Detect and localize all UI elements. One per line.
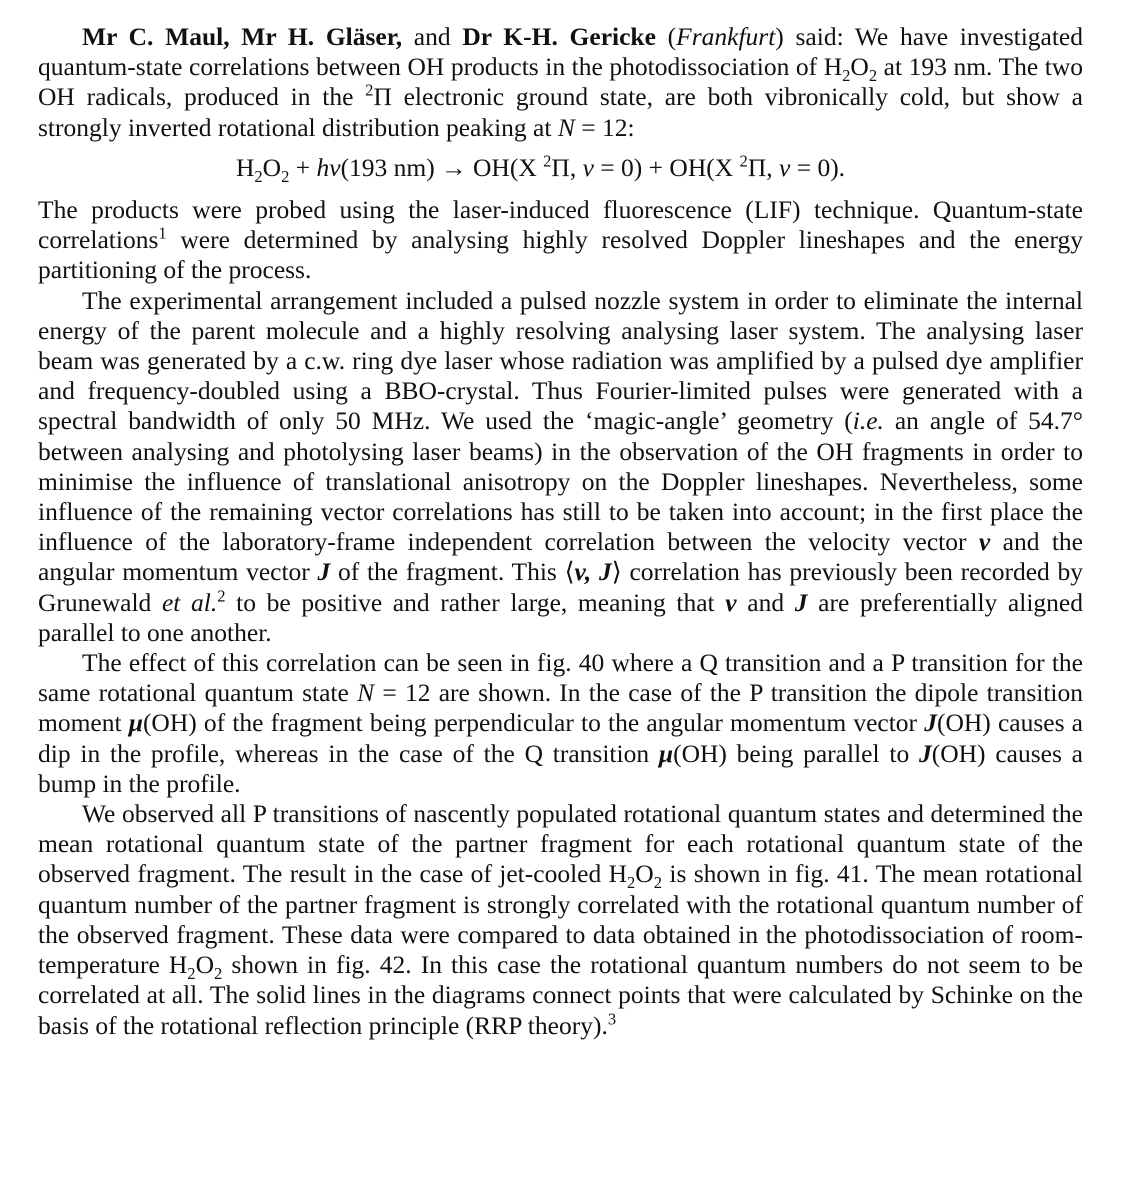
vector-mu: μ <box>658 738 674 768</box>
vector-J: J <box>317 557 331 587</box>
subscript: 2 <box>842 66 851 86</box>
eq-text: = 0). <box>790 152 846 182</box>
intro-text: = 12: <box>574 112 635 142</box>
vector-J: J <box>794 587 808 617</box>
eq-text: + <box>289 152 317 182</box>
eq-text: H <box>235 152 255 182</box>
para-text: of the fragment. This ⟨ <box>330 557 575 587</box>
vector-pair: v, J <box>574 557 612 587</box>
conjunction: and <box>402 22 463 51</box>
para-text: (OH) being parallel to <box>673 738 919 768</box>
para-text: to be positive and rather large, meaning that <box>225 587 726 617</box>
para-text: (OH) causes a bump in the profile. <box>38 738 1083 798</box>
paragraph-observations <box>38 799 1083 1041</box>
para-text: ⟩ correlation has previously been recorded by Grunewald <box>38 557 1084 617</box>
subscript: 2 <box>281 166 290 186</box>
authors-second: Dr K-H. Gericke <box>462 22 656 51</box>
vector-v: v <box>725 587 737 617</box>
subscript: 2 <box>254 166 263 186</box>
eq-symbol: hν <box>316 152 341 182</box>
italic-text: et al. <box>161 587 218 617</box>
para-text: The products were probed using the laser-induced fluorescence (LIF) technique. Quantum-state correlations <box>38 195 1083 255</box>
intro-text: said: We have investigated quantum-state correlations between OH products in the photodissociation of H <box>38 22 1084 82</box>
para-text: an angle of 54.7° between analysing and photolysing laser beams) in the observation of the OH fragments in order to minimise the influence of translational anisotropy on the Doppler lineshapes. Nevertheless, some influence of the remaining vector correlations has still to be taken into account; in the first place the influence of the laboratory-frame independent correlation between the velocity vector <box>38 406 1083 557</box>
vector-v: v <box>978 527 991 557</box>
para-text: = 12 are shown. In the case of the P transition the dipole transition moment <box>38 678 1083 738</box>
reference-mark: 2 <box>217 586 226 606</box>
reaction-equation <box>38 151 1083 186</box>
reference-mark: 3 <box>607 1009 617 1028</box>
intro-paragraph: Mr C. Maul, Mr H. Gläser, and Dr K-H. Gericke (Frankfurt) said: We have investigated quantum-state correlations between OH products in the photodissociation of $H_2O_2$ at 193 nm. The two OH radicals, produced in the $^2$Π electronic ground state, are both vibronically cold, but show a strongly inverted rotational distribution peaking at N = 12: <box>38 22 1084 142</box>
vector-J: J <box>924 708 937 738</box>
subscript: 2 <box>868 66 878 86</box>
para-text: The experimental arrangement included a pulsed nozzle system in order to eliminate the internal energy of the parent molecule and a highly resolving analysing laser system. The analysing laser beam was generated by a c.w. ring dye laser whose radiation was amplified by a pulsed dye amplifier and frequency-doubled using a BBO-crystal. Thus Fourier-limited pulses were generated with a spectral bandwidth of only 50 MHz. We used the ‘magic-angle’ geometry ( <box>38 285 1083 436</box>
intro-text: Π electronic ground state, are both vibronically cold, but show a strongly inverted rotational distribution peaking at <box>38 82 1083 142</box>
para-text: is shown in fig. 41. The mean rotational quantum number of the partner fragment is strongly correlated with the rotational quantum number of the observed fragment. These data were compared to data obtained in the photodissociation of room-temperature H <box>38 859 1083 980</box>
para-text: (OH) causes a dip in the profile, whereas in the case of the Q transition <box>38 708 1083 768</box>
para-text: and <box>736 587 795 617</box>
eq-symbol: v <box>582 152 594 182</box>
para-text: are preferentially aligned parallel to one another. <box>38 587 1083 647</box>
subscript: 2 <box>653 873 662 893</box>
eq-text: (193 nm) → OH(X <box>340 152 544 182</box>
subscript: 2 <box>213 964 223 984</box>
para-text: We observed all P transitions of nascently populated rotational quantum states and determined the mean rotational quantum state of the partner fragment for each rotational quantum state of the observed fragment. The result in the case of jet-cooled H <box>38 799 1083 889</box>
superscript: 2 <box>365 80 374 100</box>
affiliation: Frankfurt <box>676 22 776 51</box>
italic-text: i.e. <box>852 406 884 436</box>
symbol-N: N <box>557 112 575 142</box>
para-text: The effect of this correlation can be seen in fig. 40 where a Q transition and a P transition for the same rotational quantum state <box>38 648 1083 708</box>
superscript: 2 <box>543 151 552 171</box>
eq-text: Π, <box>551 152 583 182</box>
eq-text: O <box>262 152 282 182</box>
para-text: (OH) of the fragment being perpendicular to the angular momentum vector <box>142 708 925 738</box>
paragraph-experimental <box>38 286 1083 648</box>
intro-text: at 193 nm. The two OH radicals, produced in the <box>38 52 1084 112</box>
paragraph-correlation-effect <box>38 648 1083 799</box>
subscript: 2 <box>187 964 196 984</box>
eq-text: = 0) + OH(X <box>593 152 740 182</box>
para-text: and the angular momentum vector <box>38 527 1083 587</box>
para-text: shown in fig. 42. In this case the rotational quantum numbers do not seem to be correlated at all. The solid lines in the diagrams connect points that were calculated by Schinke on the basis of the rotational reflection principle (RRP theory). <box>38 950 1083 1040</box>
symbol-N: N <box>357 678 375 708</box>
document-page <box>38 22 1083 1041</box>
para-text: O <box>195 950 214 980</box>
vector-mu: μ <box>128 708 143 738</box>
eq-text: Π, <box>747 152 779 182</box>
reference-mark: 1 <box>158 223 167 243</box>
superscript: 2 <box>739 151 748 171</box>
subscript: 2 <box>627 873 636 893</box>
paragraph-lif <box>38 195 1083 286</box>
para-text: O <box>635 859 654 889</box>
eq-symbol: v <box>778 152 791 182</box>
authors-first: Mr C. Maul, Mr H. Gläser, <box>82 22 403 51</box>
para-text: were determined by analysing highly resolved Doppler lineshapes and the energy partitioning of the process. <box>38 225 1083 285</box>
vector-J: J <box>918 738 932 768</box>
intro-text: O <box>850 52 869 82</box>
